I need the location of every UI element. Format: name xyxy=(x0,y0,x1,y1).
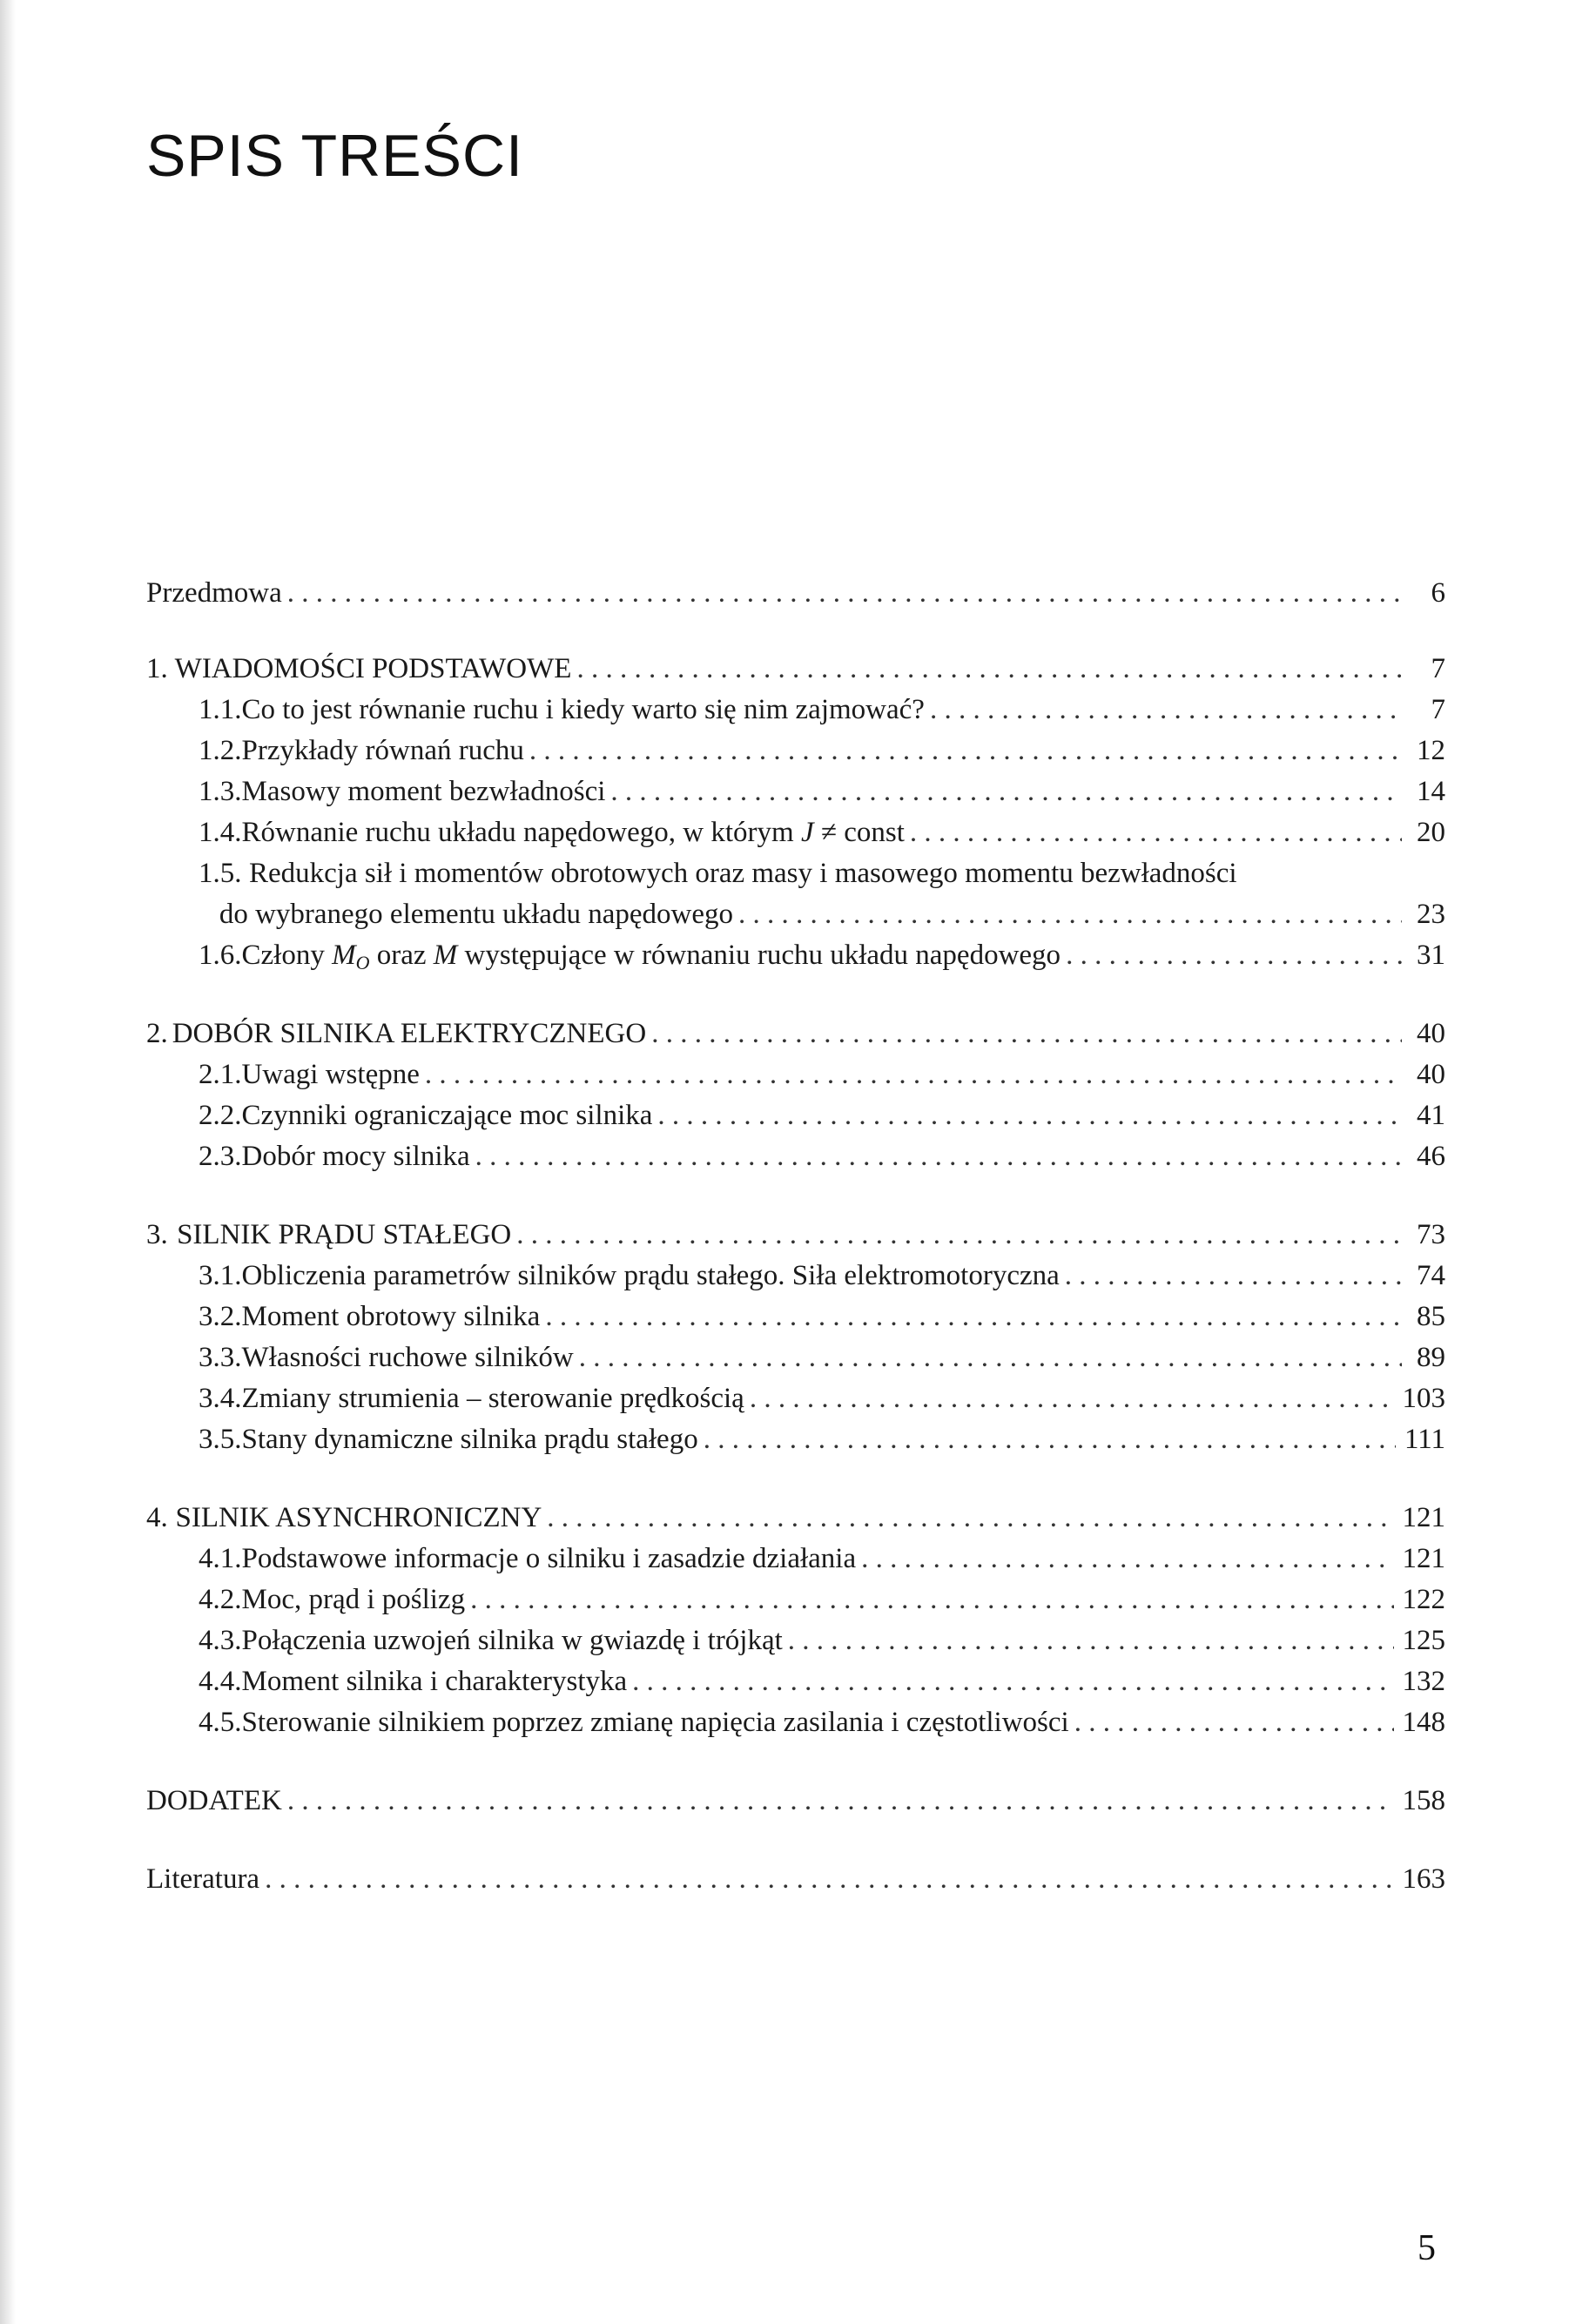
toc-section-4-1[interactable] xyxy=(139,1545,1445,1586)
math-subscript-o: O xyxy=(355,952,370,973)
toc-section-number: 3.3. xyxy=(199,1342,242,1373)
math-symbol-m: M xyxy=(332,940,356,971)
toc-section-number: 3.2. xyxy=(199,1301,242,1332)
dot-leader xyxy=(861,1545,1393,1573)
toc-section-title xyxy=(242,818,905,847)
toc-entry-page: 41 xyxy=(1417,1100,1445,1131)
toc-section-2-2[interactable] xyxy=(139,1101,1445,1142)
dot-leader xyxy=(287,579,1402,608)
toc-section-title: Moment obrotowy silnika xyxy=(241,1301,541,1332)
dot-leader xyxy=(750,1384,1394,1413)
toc-entry-page: 163 xyxy=(1402,1863,1445,1895)
toc-section-3-1[interactable] xyxy=(139,1262,1445,1303)
toc-section-title: Sterowanie silnikiem poprzez zmianę napięcia zasilania i częstotliwości xyxy=(241,1707,1069,1738)
dot-leader xyxy=(287,1787,1394,1815)
dot-leader xyxy=(529,737,1402,765)
toc-entry-page: 74 xyxy=(1417,1260,1445,1291)
toc-section-title: Przykłady równań ruchu xyxy=(241,735,524,766)
toc-section-3-5[interactable] xyxy=(139,1425,1445,1466)
toc-entry-page: 89 xyxy=(1417,1342,1445,1373)
toc-entry-page: 23 xyxy=(1417,899,1445,930)
toc-chapter-2[interactable] xyxy=(139,1020,1445,1061)
toc-section-title-line1: Redukcja sił i momentów obrotowych oraz masy i masowego momentu bezwładności xyxy=(249,858,1237,889)
toc-section-1-4[interactable] xyxy=(139,818,1445,859)
toc-entry-literature[interactable] xyxy=(139,1865,1445,1906)
dot-leader xyxy=(547,1504,1393,1532)
toc-chapter-4[interactable] xyxy=(139,1504,1445,1545)
toc-section-title xyxy=(242,941,1061,973)
math-symbol-j: J xyxy=(800,817,814,848)
toc-entry-preface[interactable] xyxy=(139,579,1445,620)
toc-section-number: 1.5. xyxy=(199,858,242,889)
title-text: const xyxy=(844,817,905,848)
toc-section-title: Masowy moment bezwładności xyxy=(241,776,606,807)
toc-section-title: Stany dynamiczne silnika prądu stałego xyxy=(241,1424,698,1455)
dot-leader xyxy=(704,1425,1396,1454)
toc-chapter-title: WIADOMOŚCI PODSTAWOWE xyxy=(174,653,572,684)
toc-section-number: 4.4. xyxy=(199,1666,242,1697)
toc-entry-page: 121 xyxy=(1402,1543,1445,1574)
toc-section-number: 1.2. xyxy=(199,735,242,766)
toc-entry-page: 132 xyxy=(1402,1666,1445,1697)
toc-entry-title: Literatura xyxy=(146,1863,260,1895)
toc-entry-page: 31 xyxy=(1417,940,1445,971)
toc-chapter-title: SILNIK PRĄDU STAŁEGO xyxy=(177,1219,512,1250)
toc-chapter-title: SILNIK ASYNCHRONICZNY xyxy=(175,1502,542,1533)
toc-chapter-number: 3. xyxy=(146,1219,168,1250)
toc-section-1-1[interactable] xyxy=(139,696,1445,737)
toc-entry-page: 111 xyxy=(1404,1424,1445,1455)
toc-chapter-title: DOBÓR SILNIKA ELEKTRYCZNEGO xyxy=(172,1018,647,1049)
toc-entry-page: 73 xyxy=(1417,1219,1445,1250)
dot-leader xyxy=(576,655,1402,684)
toc-section-title: Zmiany strumienia – sterowanie prędkością xyxy=(241,1383,744,1414)
dot-leader xyxy=(657,1101,1402,1130)
dot-leader xyxy=(265,1865,1393,1894)
toc-section-number: 1.3. xyxy=(199,776,242,807)
toc-section-number: 1.6. xyxy=(199,940,242,971)
toc-entry-page: 103 xyxy=(1402,1383,1445,1414)
toc-section-number: 4.5. xyxy=(199,1707,242,1738)
page-spine-shadow xyxy=(0,0,16,2324)
toc-entry-appendix[interactable] xyxy=(139,1787,1445,1828)
dot-leader xyxy=(930,696,1402,724)
toc-section-number: 3.1. xyxy=(199,1260,242,1291)
toc-section-number: 2.1. xyxy=(199,1059,242,1090)
toc-entry-page: 7 xyxy=(1431,694,1445,725)
toc-section-title: Podstawowe informacje o silniku i zasadzie działania xyxy=(241,1543,857,1574)
toc-entry-page: 40 xyxy=(1417,1018,1445,1049)
toc-section-number: 3.4. xyxy=(199,1383,242,1414)
toc-section-title: Moment silnika i charakterystyka xyxy=(241,1666,628,1697)
toc-entry-page: 12 xyxy=(1417,735,1445,766)
toc-section-title: Czynniki ograniczające moc silnika xyxy=(241,1100,653,1131)
dot-leader xyxy=(425,1061,1402,1089)
dot-leader xyxy=(910,818,1402,847)
toc-section-2-3[interactable] xyxy=(139,1142,1445,1183)
toc-entry-page: 20 xyxy=(1417,817,1445,848)
toc-chapter-3[interactable] xyxy=(139,1221,1445,1262)
toc-section-1-5[interactable] xyxy=(139,859,1445,900)
dot-leader xyxy=(1065,1262,1402,1290)
dot-leader xyxy=(1066,941,1402,970)
title-text: Człony xyxy=(241,940,325,971)
title-text: występujące w równaniu ruchu układu napędowego xyxy=(464,940,1061,971)
toc-section-1-6[interactable] xyxy=(139,941,1445,982)
toc-chapter-number: 2. xyxy=(146,1018,168,1049)
toc-entry-page: 122 xyxy=(1402,1584,1445,1615)
toc-section-number: 2.3. xyxy=(199,1141,242,1172)
toc-section-title: Moc, prąd i poślizg xyxy=(241,1584,466,1615)
toc-section-4-3[interactable] xyxy=(139,1627,1445,1667)
dot-leader xyxy=(579,1344,1402,1372)
dot-leader xyxy=(470,1586,1393,1614)
toc-section-title: Dobór mocy silnika xyxy=(241,1141,470,1172)
dot-leader xyxy=(475,1142,1402,1171)
toc-entry-page: 121 xyxy=(1402,1502,1445,1533)
not-equal-sign: ≠ xyxy=(820,817,837,848)
toc-section-1-2[interactable] xyxy=(139,737,1445,778)
toc-section-number: 4.3. xyxy=(199,1625,242,1656)
toc-entry-page: 46 xyxy=(1417,1141,1445,1172)
toc-section-title: Własności ruchowe silników xyxy=(241,1342,574,1373)
dot-leader xyxy=(516,1221,1402,1250)
toc-section-title: Obliczenia parametrów silników prądu stałego. Siła elektromotoryczna xyxy=(241,1260,1060,1291)
title-text: Równanie ruchu układu napędowego, w którym xyxy=(241,817,794,848)
toc-section-number: 2.2. xyxy=(199,1100,242,1131)
page-number: 5 xyxy=(1417,2228,1436,2268)
toc-section-4-5[interactable] xyxy=(139,1708,1445,1749)
dot-leader xyxy=(632,1667,1393,1696)
toc-entry-page: 14 xyxy=(1417,776,1445,807)
toc-section-title: Połączenia uzwojeń silnika w gwiazdę i trójkąt xyxy=(241,1625,783,1656)
math-symbol-m: M xyxy=(433,940,458,971)
toc-section-number: 1.1. xyxy=(199,694,242,725)
toc-section-1-3[interactable] xyxy=(139,778,1445,818)
dot-leader xyxy=(788,1627,1394,1655)
toc-section-4-2[interactable] xyxy=(139,1586,1445,1627)
toc-section-number: 1.4. xyxy=(199,817,242,848)
dot-leader xyxy=(545,1303,1402,1331)
toc-section-3-4[interactable] xyxy=(139,1384,1445,1425)
toc-section-title: Uwagi wstępne xyxy=(241,1059,420,1090)
toc-chapter-number: 4. xyxy=(146,1502,168,1533)
toc-entry-title: DODATEK xyxy=(146,1785,282,1816)
dot-leader xyxy=(610,778,1402,806)
page-title: SPIS TREŚCI xyxy=(146,123,523,189)
toc-section-number: 4.2. xyxy=(199,1584,242,1615)
toc-entry-page: 125 xyxy=(1402,1625,1445,1656)
dot-leader xyxy=(738,900,1402,929)
toc-entry-page: 40 xyxy=(1417,1059,1445,1090)
toc-section-4-4[interactable] xyxy=(139,1667,1445,1708)
toc-section-3-2[interactable] xyxy=(139,1303,1445,1344)
dot-leader xyxy=(651,1020,1402,1048)
toc-section-number: 4.1. xyxy=(199,1543,242,1574)
toc-chapter-1[interactable] xyxy=(139,655,1445,696)
toc-entry-page: 158 xyxy=(1402,1785,1445,1816)
toc-entry-page: 148 xyxy=(1402,1707,1445,1738)
dot-leader xyxy=(1074,1708,1394,1737)
table-of-contents xyxy=(139,579,1445,1906)
toc-section-1-5-continued[interactable] xyxy=(139,900,1445,941)
toc-section-3-3[interactable] xyxy=(139,1344,1445,1384)
toc-entry-title: Przedmowa xyxy=(146,577,282,609)
toc-entry-page: 85 xyxy=(1417,1301,1445,1332)
title-text: oraz xyxy=(376,940,427,971)
toc-entry-page: 7 xyxy=(1431,653,1445,684)
toc-section-number: 3.5. xyxy=(199,1424,242,1455)
toc-entry-page: 6 xyxy=(1431,577,1445,609)
toc-chapter-number: 1. xyxy=(146,653,168,684)
toc-section-title-line2: do wybranego elementu układu napędowego xyxy=(219,899,733,930)
toc-section-title: Co to jest równanie ruchu i kiedy warto się nim zajmować? xyxy=(241,694,925,725)
toc-section-2-1[interactable] xyxy=(139,1061,1445,1101)
